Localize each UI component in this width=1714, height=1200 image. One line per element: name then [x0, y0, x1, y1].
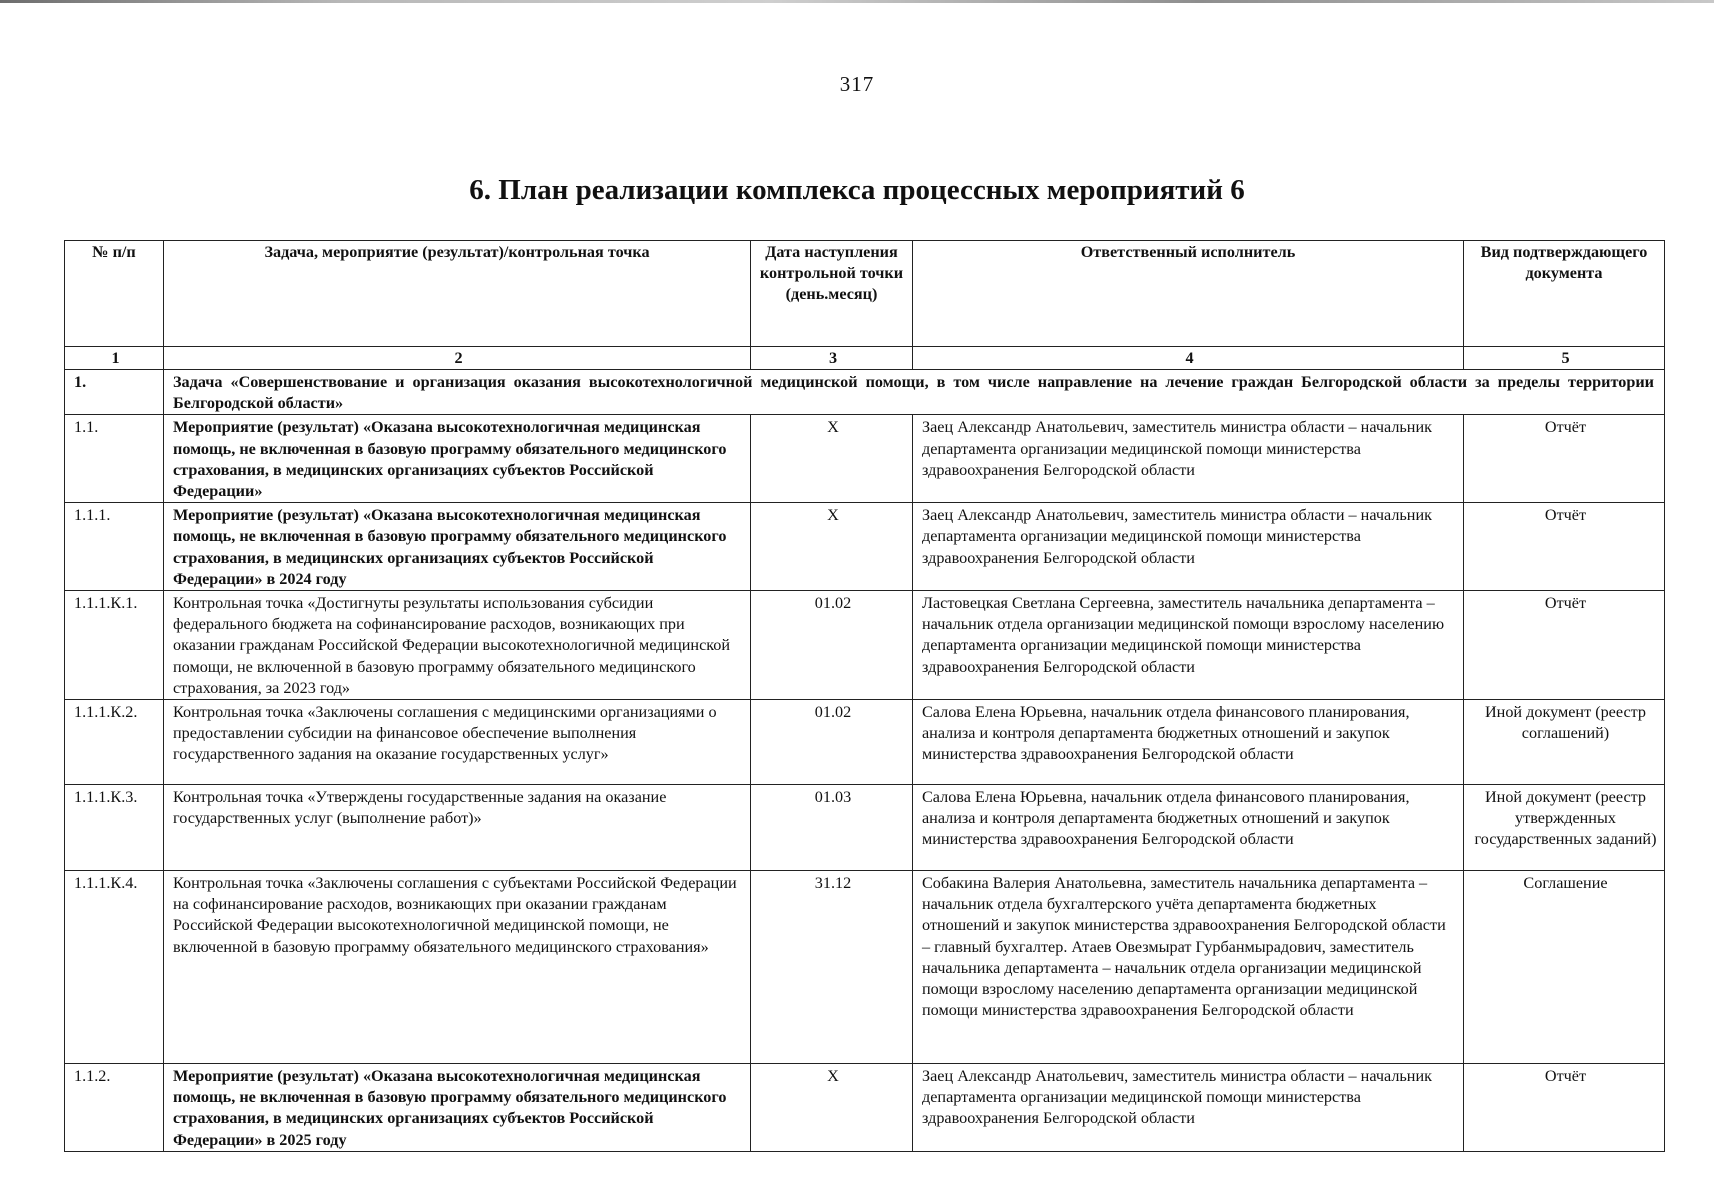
- row-document-type: Отчёт: [1464, 1064, 1665, 1152]
- table-row: [65, 785, 1665, 871]
- row-executor: Заец Александр Анатольевич, заместитель министра области – начальник департамента организации медицинской помощи министерства здравоохранения Белгородской области: [913, 415, 1464, 503]
- row-document-type: Отчёт: [1464, 503, 1665, 591]
- header-document-type: Вид подтверждающего документа: [1464, 241, 1665, 347]
- row-executor: Заец Александр Анатольевич, заместитель министра области – начальник департамента организации медицинской помощи министерства здравоохранения Белгородской области: [913, 503, 1464, 591]
- row-document-type: Соглашение: [1464, 871, 1665, 1064]
- row-text: Контрольная точка «Заключены соглашения с субъектами Российской Федерации на софинансирование расходов, возникающих при оказании гражданам Российской Федерации высокотехнологичной медицинской помощи, не включенной в базовую программу обязательного медицинского страхования»: [164, 871, 751, 1064]
- document-title: 6. План реализации комплекса процессных мероприятий 6: [469, 174, 1245, 206]
- column-number: 3: [751, 347, 913, 370]
- row-text: Контрольная точка «Утверждены государственные задания на оказание государственных услуг (выполнение работ)»: [164, 785, 751, 871]
- table-row: [65, 700, 1665, 785]
- task-text: Задача «Совершенствование и организация оказания высокотехнологичной медицинской помощи, в том числе направление на лечение граждан Белгородской области за пределы территории Белгородской области»: [164, 370, 1665, 415]
- task-row: [65, 370, 1665, 415]
- row-number: 1.1.: [65, 415, 164, 503]
- header-number: № п/п: [65, 241, 164, 347]
- page-number: 317: [839, 72, 875, 96]
- table-row: [65, 591, 1665, 700]
- row-date: 31.12: [751, 871, 913, 1064]
- row-text: Мероприятие (результат) «Оказана высокотехнологичная медицинская помощь, не включенная в базовую программу обязательного медицинского страхования, в медицинских организациях субъектов Российской Федерации» в 2024 году: [164, 503, 751, 591]
- column-number: 2: [164, 347, 751, 370]
- row-text: Мероприятие (результат) «Оказана высокотехнологичная медицинская помощь, не включенная в базовую программу обязательного медицинского страхования, в медицинских организациях субъектов Российской Федерации»: [164, 415, 751, 503]
- column-number: 5: [1464, 347, 1665, 370]
- row-number: 1.1.2.: [65, 1064, 164, 1152]
- row-date: Х: [751, 415, 913, 503]
- column-numbers-row: [65, 347, 1665, 370]
- task-number: 1.: [65, 370, 164, 415]
- header-task: Задача, мероприятие (результат)/контрольная точка: [164, 241, 751, 347]
- row-executor: Ластовецкая Светлана Сергеевна, заместитель начальника департамента – начальник отдела организации медицинской помощи взрослому населению департамента организации медицинской помощи министерства здравоохранения Белгородской области: [913, 591, 1464, 700]
- table-row: [65, 503, 1665, 591]
- row-executor: Собакина Валерия Анатольевна, заместитель начальника департамента – начальник отдела бухгалтерского учёта департамента бюджетных отношений и закупок министерства здравоохранения Белгородской области – главный бухгалтер. Атаев Овезмырат Гурбанмырадович, заместитель начальника департамента – начальник отдела организации медицинской помощи взрослому населению департамента организации медицинской помощи министерства здравоохранения Белгородской области: [913, 871, 1464, 1064]
- row-date: Х: [751, 1064, 913, 1152]
- row-number: 1.1.1.К.3.: [65, 785, 164, 871]
- header-row: [65, 241, 1665, 347]
- row-number: 1.1.1.К.1.: [65, 591, 164, 700]
- row-document-type: Иной документ (реестр соглашений): [1464, 700, 1665, 785]
- header-executor: Ответственный исполнитель: [913, 241, 1464, 347]
- scan-edge: [0, 0, 1714, 3]
- row-date: 01.02: [751, 591, 913, 700]
- plan-table: [64, 240, 1665, 1152]
- row-text: Контрольная точка «Заключены соглашения с медицинскими организациями о предоставлении субсидии на финансовое обеспечение выполнения государственного задания на оказание государственных услуг»: [164, 700, 751, 785]
- row-executor: Салова Елена Юрьевна, начальник отдела финансового планирования, анализа и контроля департамента бюджетных отношений и закупок министерства здравоохранения Белгородской области: [913, 785, 1464, 871]
- row-text: Мероприятие (результат) «Оказана высокотехнологичная медицинская помощь, не включенная в базовую программу обязательного медицинского страхования, в медицинских организациях субъектов Российской Федерации» в 2025 году: [164, 1064, 751, 1152]
- header-date: Дата наступления контрольной точки (день.месяц): [751, 241, 913, 347]
- table-row: [65, 1064, 1665, 1152]
- row-date: 01.03: [751, 785, 913, 871]
- table-row: [65, 871, 1665, 1064]
- row-executor: Салова Елена Юрьевна, начальник отдела финансового планирования, анализа и контроля департамента бюджетных отношений и закупок министерства здравоохранения Белгородской области: [913, 700, 1464, 785]
- row-document-type: Отчёт: [1464, 591, 1665, 700]
- row-number: 1.1.1.: [65, 503, 164, 591]
- row-text: Контрольная точка «Достигнуты результаты использования субсидии федерального бюджета на софинансирование расходов, возникающих при оказании гражданам Российской Федерации высокотехнологичной медицинской помощи, не включенной в базовую программу обязательного медицинского страхования, за 2023 год»: [164, 591, 751, 700]
- row-executor: Заец Александр Анатольевич, заместитель министра области – начальник департамента организации медицинской помощи министерства здравоохранения Белгородской области: [913, 1064, 1464, 1152]
- column-number: 1: [65, 347, 164, 370]
- row-number: 1.1.1.К.2.: [65, 700, 164, 785]
- row-date: 01.02: [751, 700, 913, 785]
- row-date: Х: [751, 503, 913, 591]
- table-row: [65, 415, 1665, 503]
- column-number: 4: [913, 347, 1464, 370]
- row-document-type: Иной документ (реестр утвержденных государственных заданий): [1464, 785, 1665, 871]
- row-document-type: Отчёт: [1464, 415, 1665, 503]
- row-number: 1.1.1.К.4.: [65, 871, 164, 1064]
